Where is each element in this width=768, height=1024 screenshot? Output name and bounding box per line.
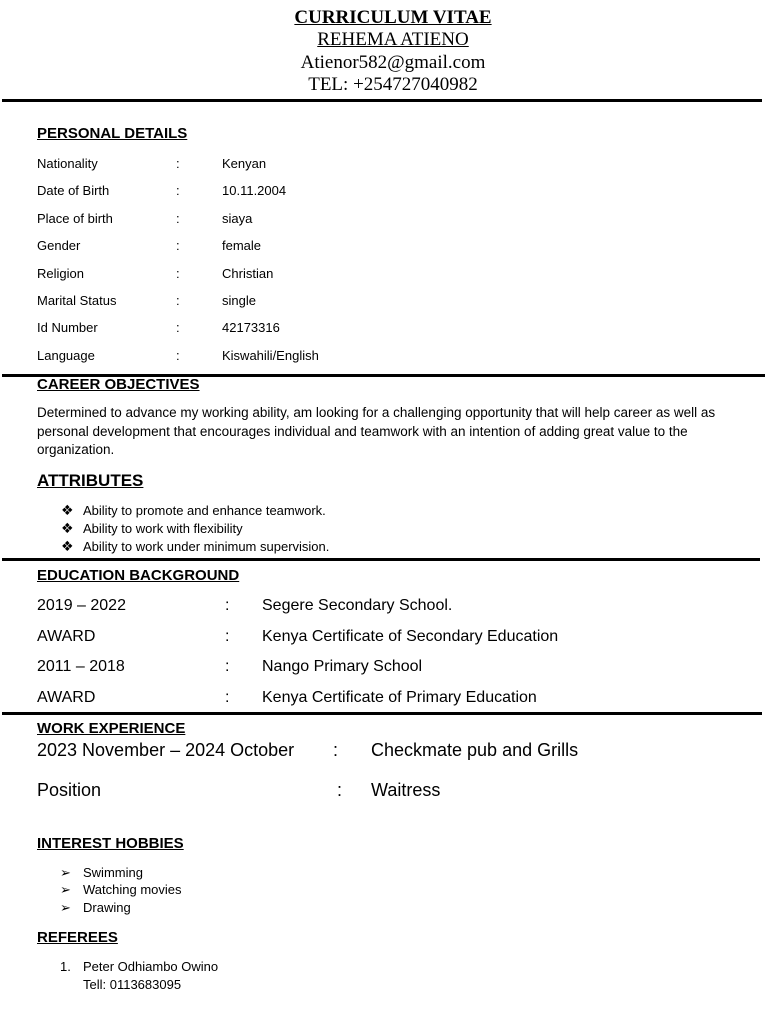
education-label: 2011 – 2018 xyxy=(37,658,125,675)
personal-value-language: Kiswahili/English xyxy=(222,348,319,363)
personal-label-dob: Date of Birth xyxy=(37,183,110,198)
personal-details-heading: PERSONAL DETAILS xyxy=(37,125,188,142)
personal-value-birthplace: siaya xyxy=(222,211,253,226)
personal-value-id-number: 42173316 xyxy=(222,320,280,335)
personal-colon: : xyxy=(176,183,180,198)
hobby-item: Watching movies xyxy=(83,882,182,897)
education-colon: : xyxy=(225,689,230,706)
attributes-heading: ATTRIBUTES xyxy=(37,471,144,490)
education-label: 2019 – 2022 xyxy=(37,597,126,614)
work-colon: : xyxy=(333,740,339,760)
education-label: AWARD xyxy=(37,628,96,645)
referees-heading: REFEREES xyxy=(37,929,118,946)
personal-colon: : xyxy=(176,293,180,308)
diamond-bullet-icon: ❖ xyxy=(61,520,74,536)
personal-value-dob: 10.11.2004 xyxy=(222,183,287,198)
education-value: Nango Primary School xyxy=(262,658,423,675)
personal-colon: : xyxy=(176,348,180,363)
education-label: AWARD xyxy=(37,689,96,706)
hobby-item: Swimming xyxy=(83,865,143,880)
work-position-value: Waitress xyxy=(371,780,441,800)
section-divider xyxy=(2,712,762,715)
education-value: Kenya Certificate of Primary Education xyxy=(262,689,537,706)
arrow-bullet-icon: ➢ xyxy=(60,882,71,897)
candidate-email: Atienor582@gmail.com xyxy=(300,52,486,73)
personal-colon: : xyxy=(176,238,180,253)
work-position-label: Position xyxy=(37,780,102,800)
candidate-name: REHEMA ATIENO xyxy=(317,29,469,50)
personal-colon: : xyxy=(176,211,180,226)
diamond-bullet-icon: ❖ xyxy=(61,538,74,554)
work-experience-heading: WORK EXPERIENCE xyxy=(37,720,186,737)
personal-label-language: Language xyxy=(37,348,95,363)
attribute-item: Ability to work with flexibility xyxy=(83,521,243,536)
personal-label-religion: Religion xyxy=(37,266,84,281)
attribute-item: Ability to promote and enhance teamwork. xyxy=(83,503,326,518)
education-value: Kenya Certificate of Secondary Education xyxy=(262,628,559,645)
career-objectives-text: Determined to advance my working ability, am looking for a challenging opportunity that will help career as well as personal development that encourages individual and teamwork with an intention of adding great value to the organization. xyxy=(37,405,716,457)
education-colon: : xyxy=(225,597,230,614)
personal-value-marital-status: single xyxy=(222,293,256,308)
personal-label-nationality: Nationality xyxy=(37,156,98,171)
arrow-bullet-icon: ➢ xyxy=(60,865,71,880)
personal-colon: : xyxy=(176,266,180,281)
attribute-item: Ability to work under minimum supervision. xyxy=(83,539,330,554)
hobbies-heading: INTEREST HOBBIES xyxy=(37,835,184,852)
arrow-bullet-icon: ➢ xyxy=(60,900,71,915)
hobby-item: Drawing xyxy=(83,900,131,915)
header-divider xyxy=(2,99,762,102)
referee-number: 1. xyxy=(60,959,71,974)
education-value: Segere Secondary School. xyxy=(262,597,453,614)
personal-colon: : xyxy=(176,156,180,171)
education-heading: EDUCATION BACKGROUND xyxy=(37,567,240,584)
document-title: CURRICULUM VITAE xyxy=(294,7,492,28)
personal-label-birthplace: Place of birth xyxy=(37,211,113,226)
personal-value-nationality: Kenyan xyxy=(222,156,267,171)
career-objectives-heading: CAREER OBJECTIVES xyxy=(37,376,200,393)
diamond-bullet-icon: ❖ xyxy=(61,502,74,518)
personal-value-religion: Christian xyxy=(222,266,274,281)
personal-label-id-number: Id Number xyxy=(37,320,98,335)
education-colon: : xyxy=(225,628,230,645)
work-employer: Checkmate pub and Grills xyxy=(371,740,579,760)
work-colon: : xyxy=(337,780,343,800)
personal-label-marital-status: Marital Status xyxy=(37,293,117,308)
section-divider xyxy=(2,558,760,561)
candidate-phone: TEL: +254727040982 xyxy=(308,74,478,95)
work-period: 2023 November – 2024 October xyxy=(37,740,295,760)
personal-label-gender: Gender xyxy=(37,238,81,253)
personal-colon: : xyxy=(176,320,180,335)
referee-name: Peter Odhiambo Owino xyxy=(83,959,219,974)
personal-value-gender: female xyxy=(222,238,262,253)
referee-phone: Tell: 0113683095 xyxy=(83,977,182,992)
education-colon: : xyxy=(225,658,230,675)
